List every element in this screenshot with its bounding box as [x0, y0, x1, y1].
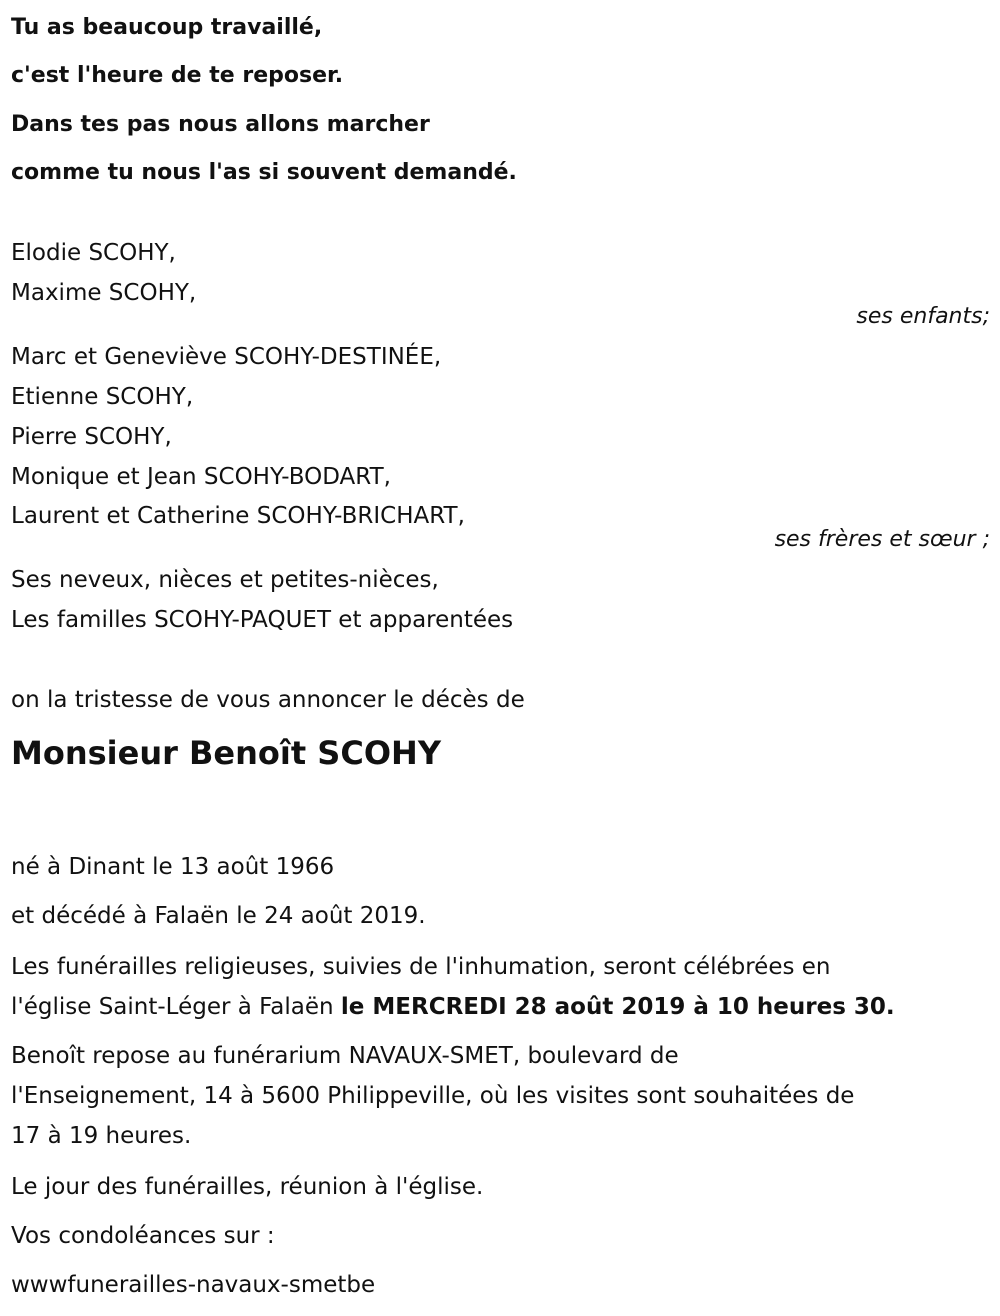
announcement: on la tristesse de vous annoncer le décès de	[11, 687, 525, 713]
deceased-name: Monsieur Benoît SCOHY	[11, 734, 441, 772]
other-family: Ses neveux, nièces et petites-nièces,	[11, 567, 439, 593]
sibling-name: Marc et Geneviève SCOHY-DESTINÉE,	[11, 344, 442, 370]
poem-line: Tu as beaucoup travaillé,	[11, 15, 323, 40]
sibling-name: Etienne SCOHY,	[11, 384, 194, 410]
funeral-place: l'église Saint-Léger à Falaën	[11, 994, 341, 1020]
funeral-date: le MERCREDI 28 août 2019 à 10 heures 30.	[340, 994, 895, 1020]
funeral-info	[11, 992, 895, 1022]
child-name: Maxime SCOHY,	[11, 280, 197, 306]
sibling-name: Monique et Jean SCOHY-BODART,	[11, 464, 391, 490]
poem-line: Dans tes pas nous allons marcher	[11, 112, 430, 137]
rest-info: l'Enseignement, 14 à 5600 Philippeville, où les visites sont souhaitées de	[11, 1083, 855, 1109]
rest-info: Benoît repose au funérarium NAVAUX-SMET, boulevard de	[11, 1043, 679, 1069]
poem-line: comme tu nous l'as si souvent demandé.	[11, 160, 517, 185]
other-family: Les familles SCOHY-PAQUET et apparentées	[11, 607, 514, 633]
meeting-info: Le jour des funérailles, réunion à l'église.	[11, 1174, 484, 1200]
website-link[interactable]: wwwfunerailles-navaux-smetbe	[11, 1272, 376, 1298]
death-info: et décédé à Falaën le 24 août 2019.	[11, 903, 426, 929]
sibling-name: Laurent et Catherine SCOHY-BRICHART,	[11, 503, 465, 529]
sibling-name: Pierre SCOHY,	[11, 424, 172, 450]
birth-info: né à Dinant le 13 août 1966	[11, 854, 335, 880]
siblings-label: ses frères et sœur ;	[774, 527, 990, 552]
child-name: Elodie SCOHY,	[11, 240, 176, 266]
children-label: ses enfants;	[856, 304, 990, 329]
rest-info: 17 à 19 heures.	[11, 1123, 192, 1149]
poem-line: c'est l'heure de te reposer.	[11, 63, 344, 88]
condolences-label: Vos condoléances sur :	[11, 1223, 275, 1249]
funeral-info: Les funérailles religieuses, suivies de l'inhumation, seront célébrées en	[11, 954, 831, 980]
